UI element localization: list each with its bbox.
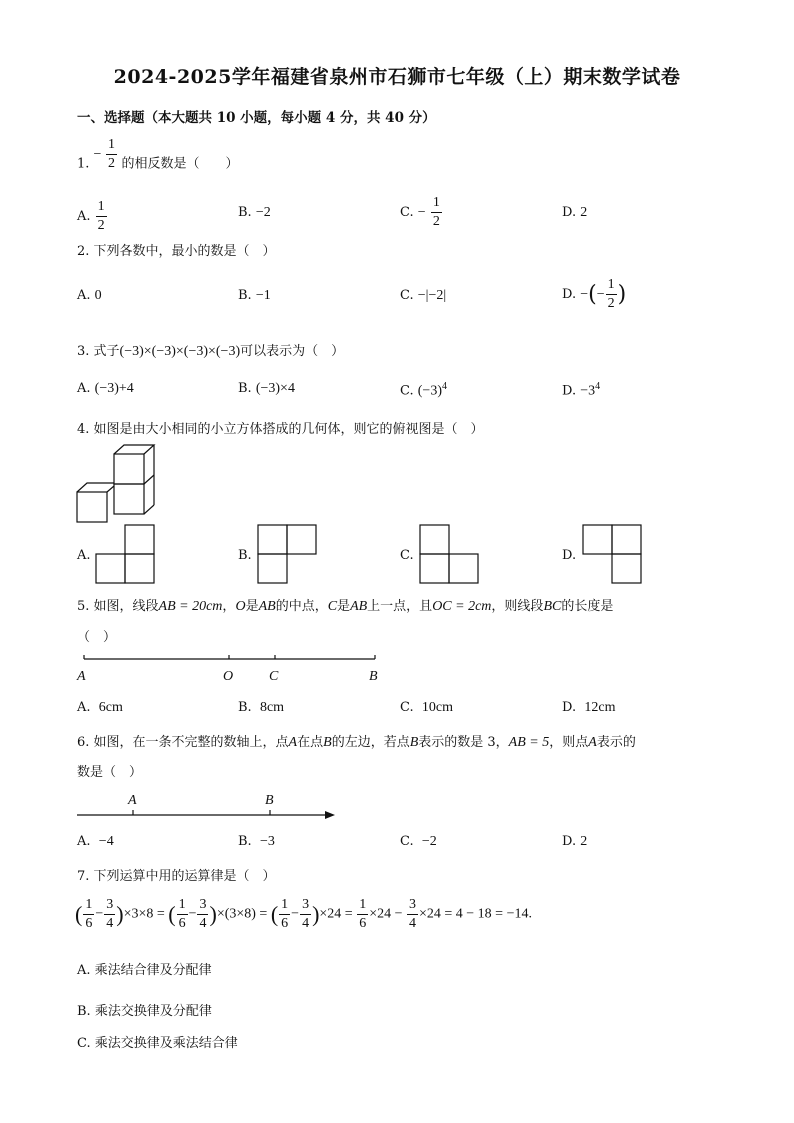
question-2: 2. 下列各数中，最小的数是（ ） bbox=[77, 244, 276, 259]
number-line-figure bbox=[77, 790, 342, 824]
option-a[interactable]: A. (−3)+4 bbox=[77, 381, 134, 396]
option-c[interactable]: C. −|−2| bbox=[400, 288, 447, 303]
option-b[interactable]: B. −1 bbox=[238, 288, 271, 303]
top-view-option-b[interactable] bbox=[257, 524, 319, 586]
page-title: 2024-2025学年福建省泉州市石狮市七年级（上）期末数学试卷 bbox=[113, 66, 681, 88]
option-d[interactable]: D. bbox=[562, 548, 577, 563]
option-a[interactable]: A. 乘法结合律及分配律 bbox=[77, 963, 212, 978]
option-c[interactable]: C. −2 bbox=[400, 834, 437, 849]
question-3: 3. 式子(−3)×(−3)×(−3)×(−3)可以表示为（ ） bbox=[77, 344, 345, 359]
question-5-paren: （ ） bbox=[77, 630, 117, 645]
top-view-option-a[interactable] bbox=[95, 524, 157, 586]
top-view-option-d[interactable] bbox=[582, 524, 644, 586]
option-c[interactable]: C. 10cm bbox=[400, 700, 453, 715]
option-b[interactable]: B. 乘法交换律及分配律 bbox=[77, 1004, 212, 1019]
option-b[interactable]: B. −2 bbox=[238, 205, 271, 220]
option-a[interactable]: A. 0 bbox=[77, 288, 102, 303]
option-a[interactable]: A. $\frac{1}{2}$ bbox=[77, 199, 105, 233]
option-d[interactable]: D. $-3^4$ bbox=[562, 381, 601, 399]
option-c[interactable]: C. bbox=[400, 548, 414, 563]
option-a[interactable]: A. bbox=[77, 548, 91, 563]
option-d[interactable]: D. 2 bbox=[562, 834, 588, 849]
section-heading: 一、选择题（本大题共 10 小题，每小题 4 分，共 40 分） bbox=[77, 110, 436, 126]
option-d[interactable]: D. 12cm bbox=[562, 700, 616, 715]
point-c-label: C bbox=[269, 669, 279, 684]
question-6-line2: 数是（ ） bbox=[77, 765, 143, 780]
option-b[interactable]: B. −3 bbox=[238, 834, 275, 849]
option-a[interactable]: A. −4 bbox=[77, 834, 114, 849]
point-b-label: B bbox=[265, 793, 274, 808]
question-text: 的相反数是（ ） bbox=[121, 156, 239, 172]
question-1: 1. − $\frac{1}{2}$ 的相反数是（ ） bbox=[77, 137, 239, 172]
point-a-label: A bbox=[77, 669, 86, 684]
option-c[interactable]: C. 乘法交换律及乘法结合律 bbox=[77, 1036, 238, 1051]
question-7: 7. 下列运算中用的运算律是（ ） bbox=[77, 869, 276, 884]
point-a-label: A bbox=[128, 793, 137, 808]
option-a[interactable]: A. 6cm bbox=[77, 700, 123, 715]
option-d[interactable]: D. −(− $\frac{1}{2}$ ) bbox=[562, 277, 627, 311]
question-6: 6. 如图，在一条不完整的数轴上，点A在点B的左边，若点B表示的数是 3，AB = 5，则点A表示的 bbox=[77, 735, 636, 750]
fraction: $\frac{1}{2}$ bbox=[107, 137, 115, 171]
segment-figure bbox=[77, 650, 387, 686]
question-number: 1. bbox=[77, 156, 90, 172]
option-c[interactable]: C. − $\frac{1}{2}$ bbox=[400, 195, 440, 229]
top-view-option-c[interactable] bbox=[419, 524, 481, 586]
expression: (−3)×(−3)×(−3)×(−3) bbox=[119, 344, 241, 359]
q7-equation: ( $\frac{1}{6}$ − $\frac{3}{4}$ )×3×8 = ( $\frac{1}{6}$ − $\frac{3}{4}$ )×(3×8) = ( $\frac{1}{6}$ − $\frac{3}{4}$ )×24 = $\frac{1}{6}$ ×24 − $\frac{3}{4}$ ×24 = 4 − 18 = −14. bbox=[75, 897, 532, 931]
point-o-label: O bbox=[223, 669, 234, 684]
cube-solid-figure bbox=[76, 444, 158, 524]
question-5: 5. 如图，线段AB = 20cm，O是AB的中点，C是AB上一点，且OC = 2cm，则线段BC的长度是 bbox=[77, 599, 614, 614]
option-d[interactable]: D. 2 bbox=[562, 205, 588, 220]
option-b[interactable]: B. 8cm bbox=[238, 700, 285, 715]
question-4: 4. 如图是由大小相同的小立方体搭成的几何体，则它的俯视图是（ ） bbox=[77, 422, 484, 437]
option-c[interactable]: C. $(-3)^4$ bbox=[400, 381, 447, 399]
point-b-label: B bbox=[369, 669, 378, 684]
option-b[interactable]: B. (−3)×4 bbox=[238, 381, 295, 396]
option-b[interactable]: B. bbox=[238, 548, 252, 563]
